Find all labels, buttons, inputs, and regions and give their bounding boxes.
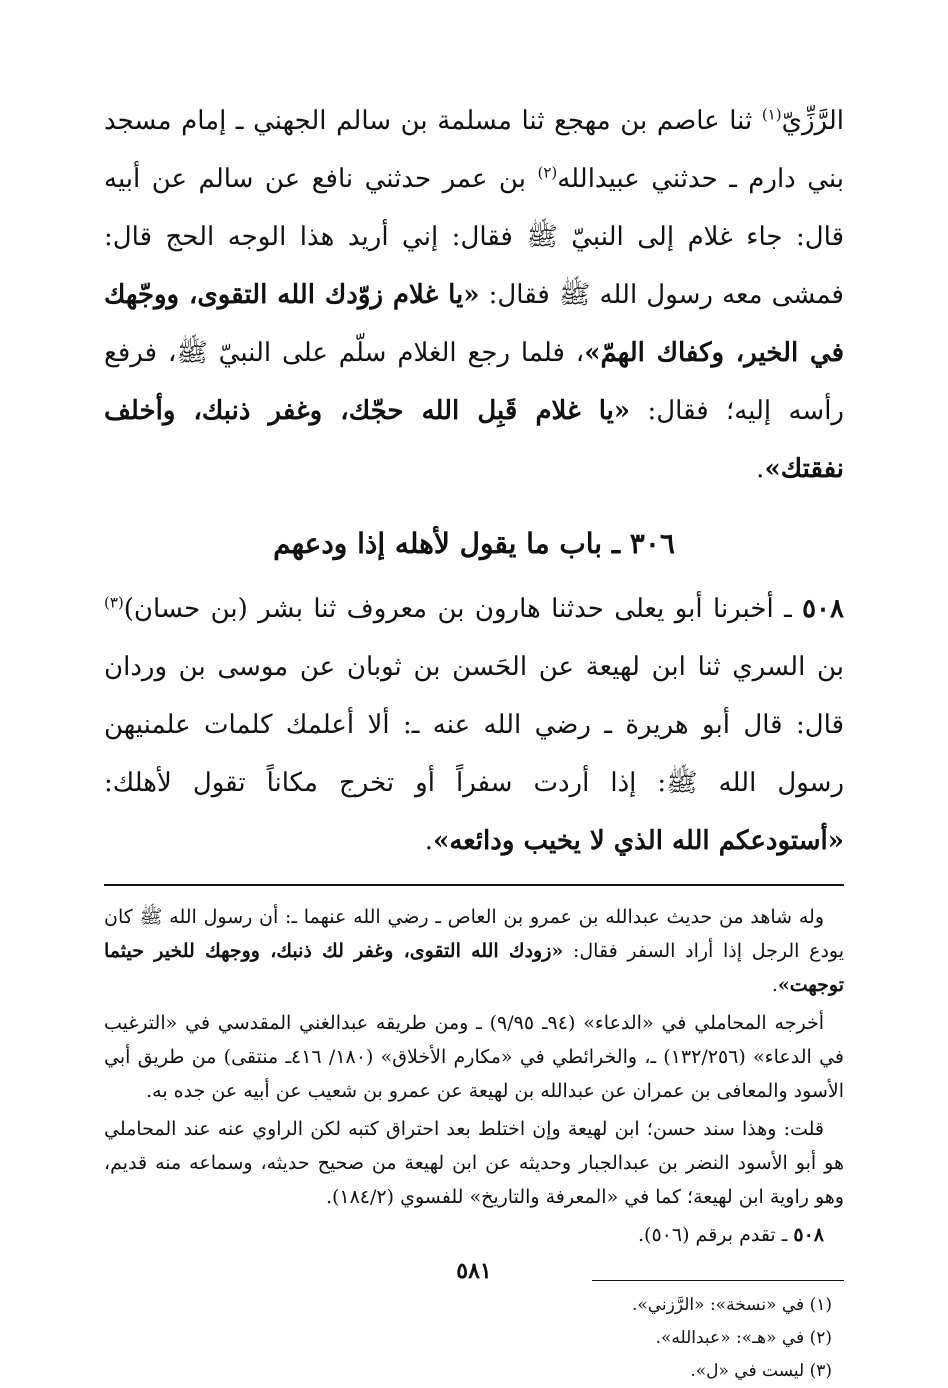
top-passage xyxy=(104,92,844,498)
footnote-ref[interactable]: (٣) xyxy=(104,593,124,612)
passage-text: . xyxy=(424,826,434,856)
passage-text: ، فلما رجع الغلام سلّم على النبيّ ﷺ، فرفع رأسه إليه؛ فقال: xyxy=(104,338,844,426)
note-paragraph xyxy=(104,1218,844,1252)
passage-text: بن عمر حدثني نافع عن سالم عن أبيه قال: جاء غلام إلى النبيّ ﷺ فقال: إني أريد هذا الوجه الحج قال: فمشى معه رسول الله ﷺ فقال: xyxy=(104,164,844,310)
quoted-supplication: «يا غلام زوّدك الله التقوى، ووجّهك في الخير، وكفاك الهمّ» xyxy=(104,280,844,368)
passage-text: . xyxy=(756,454,765,484)
passage-text: ـ أخبرنا أبو يعلى حدثنا هارون بن معروف ثنا بشر (بن حسان) xyxy=(123,594,803,624)
hadith-passage xyxy=(104,580,844,870)
footnote-ref[interactable]: (٢) xyxy=(537,163,558,182)
footnotes xyxy=(104,1289,844,1388)
passage-text: الرَّزِّيّ xyxy=(781,106,844,136)
note-text: . xyxy=(771,974,778,996)
note-paragraph: قلت: وهذا سند حسن؛ ابن لهيعة وإن اختلط بعد احتراق كتبه لكن الراوي عنه عند المحاملي هو أبو الأسود النضر بن عبدالجبار وحديثه عن ابن لهيعة من صحيح حديثه، وسماعه منه قديم، وهو راوية ابن لهيعة؛ كما في «المعرفة والتاريخ» للفسوي (١٨٤/٢). xyxy=(104,1118,844,1208)
page-content xyxy=(104,92,844,1388)
footnote-item: (٣) ليست في «ل». xyxy=(690,1361,832,1381)
hadith-number: ٥٠٨ xyxy=(793,1224,824,1246)
chapter-title: ٣٠٦ ـ باب ما يقول لأهله إذا ودعهم xyxy=(273,527,675,560)
footnote-item: (١) في «نسخة»: «الرَّزني». xyxy=(631,1295,832,1315)
note-text: وله شاهد من حديث عبدالله بن عمرو بن العاص ـ رضي الله عنهما ـ: أن رسول الله ﷺ كان يودع الرجل إذا أراد السفر فقال: xyxy=(104,906,845,962)
note-quote: «زودك الله التقوى، وغفر لك ذنبك، ووجهك للخير حيثما توجهت» xyxy=(104,940,844,996)
quoted-supplication: «أستودعكم الله الذي لا يخيب ودائعه» xyxy=(433,826,844,856)
note-paragraph xyxy=(104,900,844,1002)
note-paragraph: أخرجه المحاملي في «الدعاء» (٩٤ـ ٩/٩٥) ـ ومن طريقه عبدالغني المقدسي في «الترغيب في الدعاء» (١٣٢/٢٥٦) ـ، والخرائطي في «مكارم الأخلاق» (١٨٠/ ٤١٦ـ منتقى) من طريق أبي الأسود والمعافى بن عمران عن عبدالله بن لهيعة عن عمرو بن شعيب عن أبيه عن جده به. xyxy=(104,1012,844,1102)
passage-text: ثنا عاصم بن مهجع ثنا مسلمة بن سالم الجهني ـ إمام مسجد بني دارم ـ حدثني عبيدالله xyxy=(104,106,844,194)
section-divider xyxy=(104,884,844,886)
passage-text: بن السري ثنا ابن لهيعة عن الحَسن بن ثوبان عن موسى بن وردان قال: قال أبو هريرة ـ رضي الله عنه ـ: ألا أعلمك كلمات علمنيهن رسول الله ﷺ: إذا أردت سفراً أو تخرج مكاناً تقول لأهلك: xyxy=(104,652,844,798)
footnote-ref[interactable]: (١) xyxy=(761,105,782,124)
page-number: ٥٨١ xyxy=(456,1258,492,1284)
footnote-item: (٢) في «هـ»: «عبدالله». xyxy=(655,1328,832,1348)
commentary-notes xyxy=(104,900,844,1252)
quoted-supplication: «يا غلام قَبِل الله حجّك، وغفر ذنبك، وأخلف نفقتك» xyxy=(104,396,844,484)
note-text: ـ تقدم برقم (٥٠٦). xyxy=(638,1224,794,1246)
hadith-number: ٥٠٨ xyxy=(802,594,844,624)
